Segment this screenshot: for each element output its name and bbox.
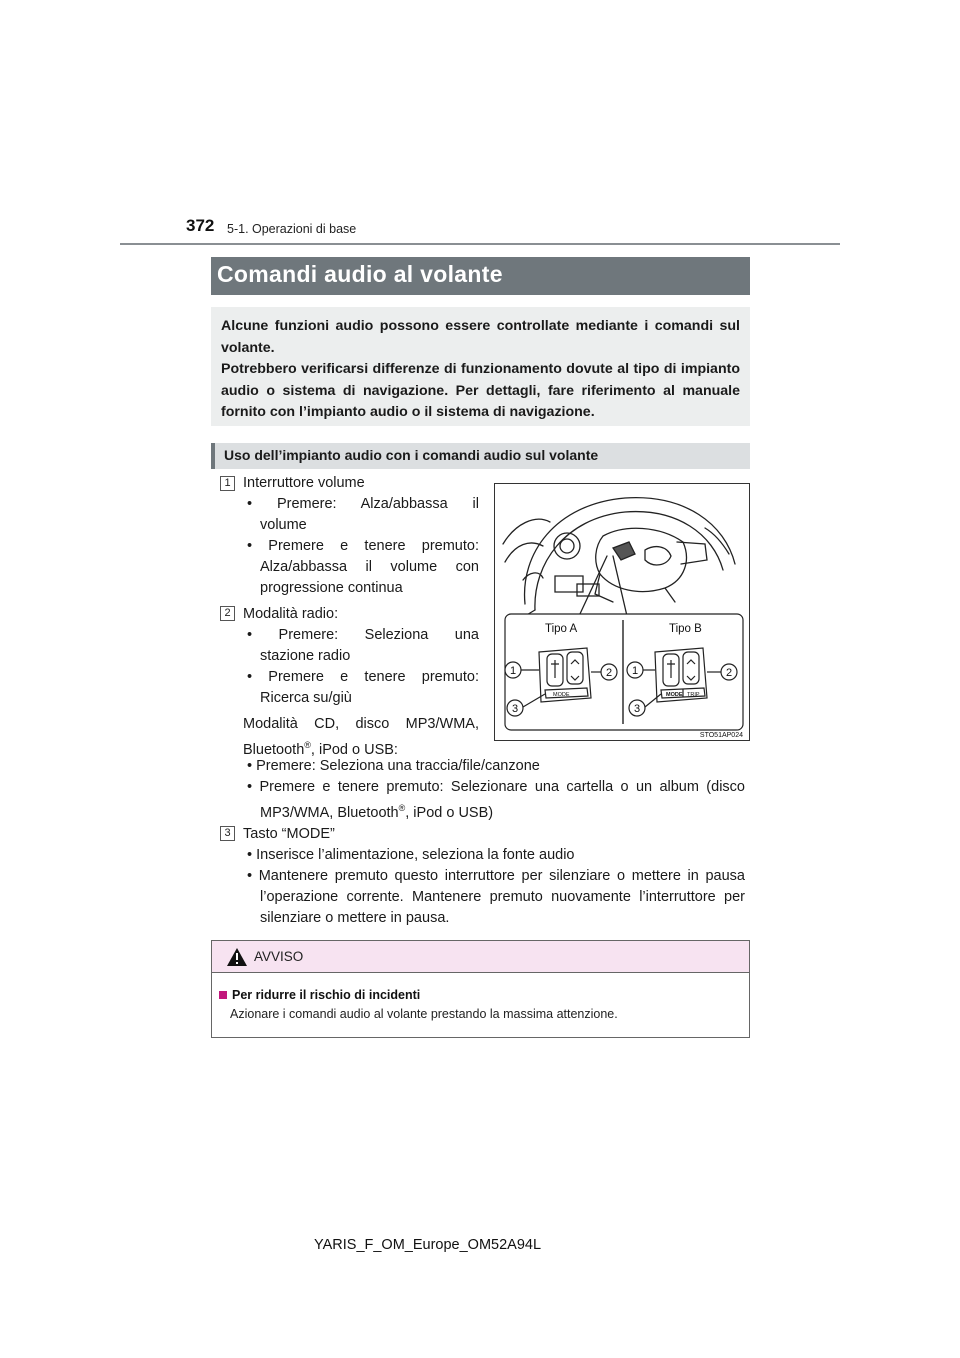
bullet-cont: l’operazione corrente. Mantenere premuto nuovamente l’interruttore per — [260, 889, 745, 905]
intro-line-1: Alcune funzioni audio possono essere controllate mediante i comandi sul volante. — [221, 318, 740, 356]
callout-1-b: 1 — [631, 665, 639, 677]
bullet: • Premere: Seleziona una — [247, 627, 479, 643]
section-breadcrumb: 5-1. Operazioni di base — [227, 222, 357, 236]
bullet: • Premere e tenere premuto: Selezionare una cartella o un album (disco — [247, 779, 745, 795]
square-bullet-icon — [219, 991, 227, 999]
bullet-cont: progressione continua — [260, 580, 403, 596]
bullet-cont: Ricerca su/giù — [260, 690, 352, 706]
page-number: 372 — [186, 216, 215, 235]
warning-heading: AVVISO — [254, 949, 304, 964]
bullet: • Premere: Seleziona una traccia/file/canzone — [247, 758, 540, 774]
intro-line-2: Potrebbero verificarsi differenze di funzionamento dovute al tipo di impianto audio o sistema di navigazione. Per dettagli, fare riferimento al manuale fornito con l’impianto audio o il sistema di navigazione. — [221, 361, 740, 420]
header-divider — [120, 243, 840, 245]
callout-2-b: 2 — [725, 667, 733, 679]
type-b-label: Tipo B — [669, 623, 702, 635]
intro-box — [211, 307, 750, 426]
bullet: • Premere e tenere premuto: — [247, 538, 479, 554]
radio-mode-title: Modalità radio: — [243, 606, 339, 622]
callout-3-b: 3 — [633, 703, 641, 715]
type-a-label: Tipo A — [545, 623, 578, 635]
figure-code: STO51AP024 — [699, 732, 743, 739]
callout-3-a: 3 — [511, 703, 519, 715]
callout-1-a: 1 — [509, 665, 517, 677]
page-title: Comandi audio al volante — [217, 261, 503, 287]
warning-box — [211, 940, 750, 1038]
item-marker-1: 1 — [220, 476, 235, 491]
warning-item: Per ridurre il rischio di incidenti — [219, 988, 420, 1002]
bullet-cont: MP3/WMA, Bluetooth®, iPod o USB) — [260, 803, 494, 821]
steering-wheel-figure — [494, 483, 750, 741]
warning-description: Azionare i comandi audio al volante prestando la massima attenzione. — [230, 1007, 618, 1021]
trip-label-b: TRIP — [687, 692, 700, 698]
volume-switch-title: Interruttore volume — [243, 475, 365, 491]
steering-wheel-illustration — [495, 484, 749, 740]
item-marker-2: 2 — [220, 606, 235, 621]
bullet: • Premere e tenere premuto: — [247, 669, 479, 685]
warning-header — [212, 941, 749, 973]
cd-mode-line-2: Bluetooth®, iPod o USB: — [243, 740, 398, 758]
cd-mode-line: Modalità CD, disco MP3/WMA, — [243, 716, 479, 732]
bullet: • Premere: Alza/abbassa il — [247, 496, 479, 512]
footer-code: YARIS_F_OM_Europe_OM52A94L — [314, 1237, 542, 1253]
mode-label-b: MODE — [666, 692, 683, 698]
mode-key-title: Tasto “MODE” — [243, 826, 335, 842]
title-bar — [211, 257, 750, 295]
bullet: • Mantenere premuto questo interruttore per silenziare o mettere in pausa — [247, 868, 745, 884]
bullet-cont: silenziare o mettere in pausa. — [260, 910, 450, 926]
subheading: Uso dell’impianto audio con i comandi audio sul volante — [224, 447, 599, 463]
bullet-cont: volume — [260, 517, 307, 533]
callout-2-a: 2 — [605, 667, 613, 679]
mode-label-a: MODE — [553, 692, 570, 698]
bullet-cont: stazione radio — [260, 648, 351, 664]
subheading-bar — [211, 443, 750, 469]
bullet: • Inserisce l’alimentazione, seleziona la fonte audio — [247, 847, 575, 863]
item-marker-3: 3 — [220, 826, 235, 841]
bullet-cont: Alza/abbassa il volume con — [260, 559, 479, 575]
warning-triangle-icon — [226, 947, 248, 967]
